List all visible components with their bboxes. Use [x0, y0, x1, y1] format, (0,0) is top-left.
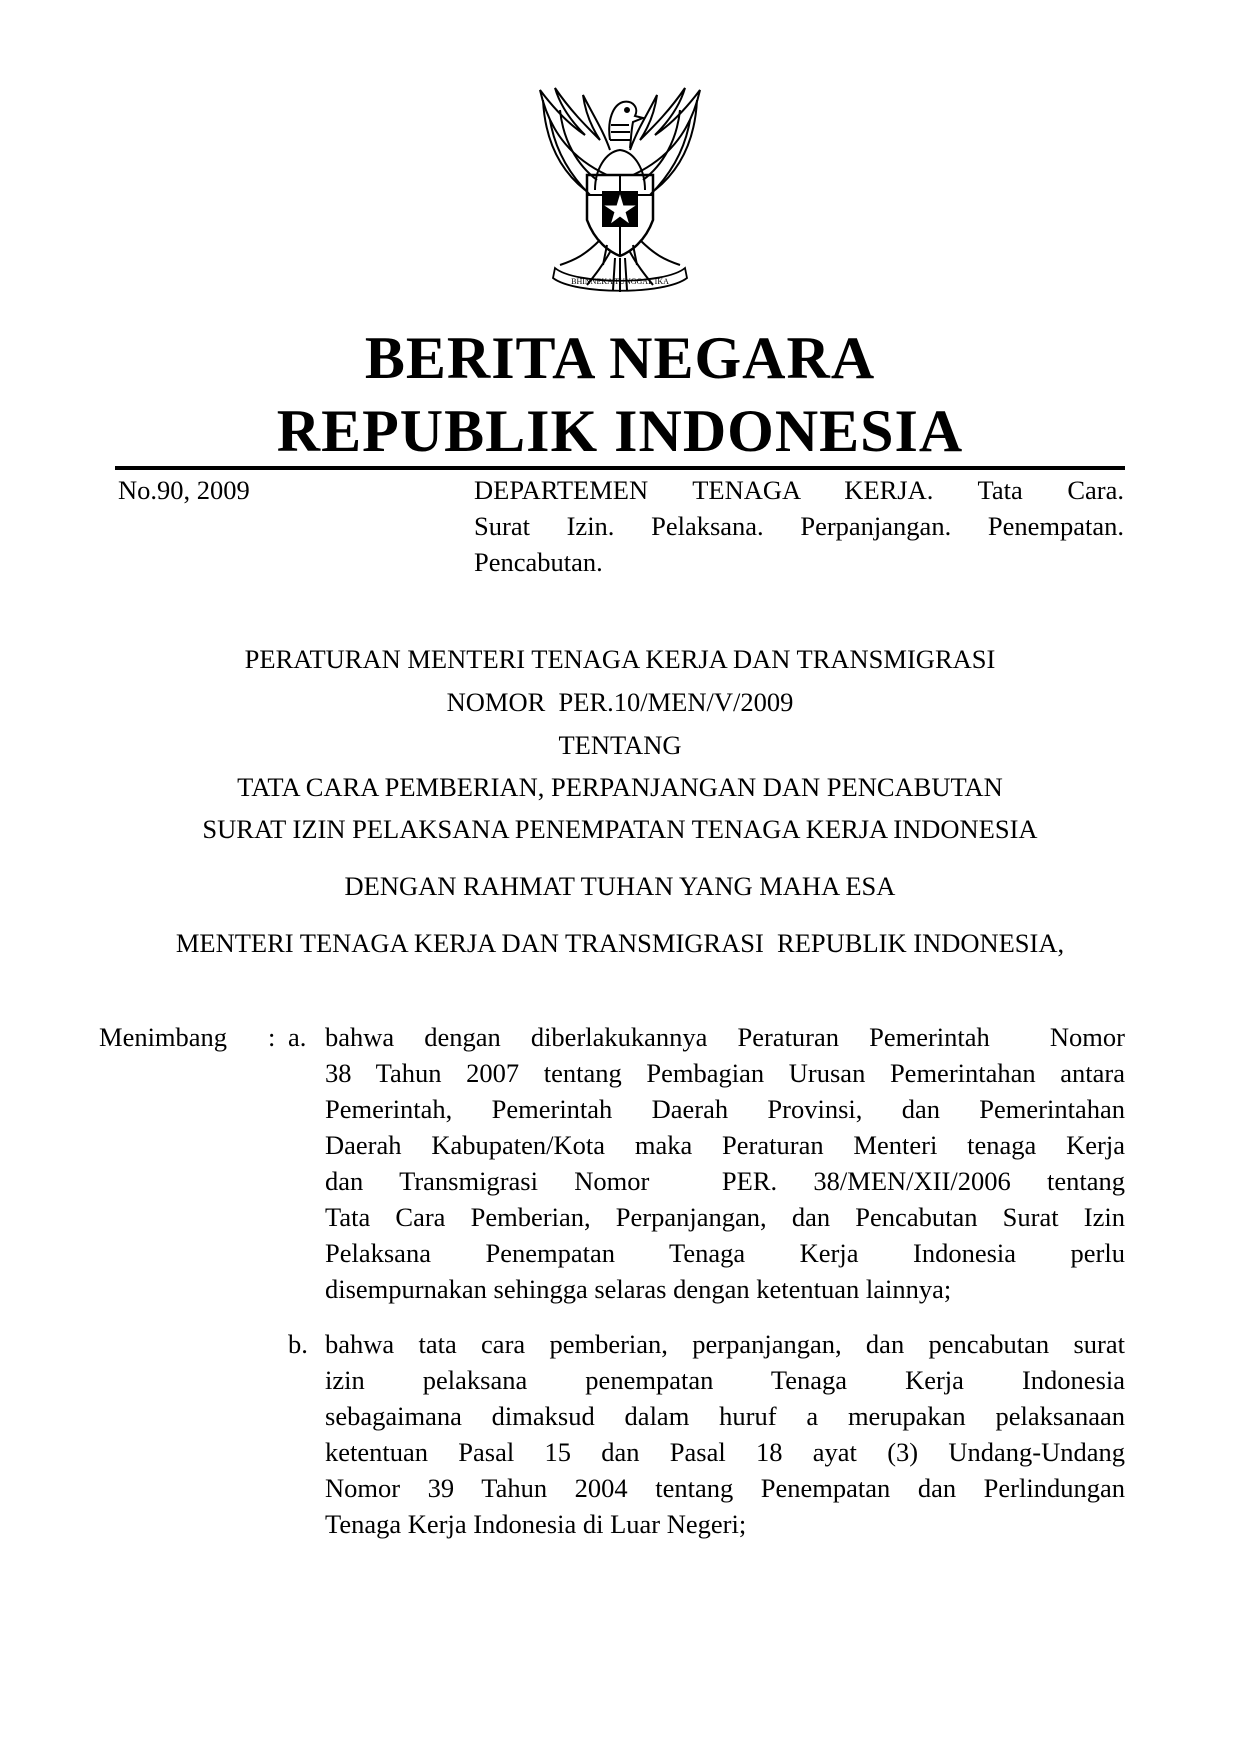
regulation-about: TENTANG — [558, 730, 682, 760]
description-line: Surat Izin. Pelaksana. Perpanjangan. Penempatan. — [474, 511, 1124, 541]
header-rule — [115, 466, 1125, 470]
paragraph-line: Tata Cara Pemberian, Perpanjangan, dan Pencabutan Surat Izin — [325, 1202, 1125, 1232]
paragraph-line: bahwa tata cara pemberian, perpanjangan, dan pencabutan surat — [325, 1329, 1125, 1359]
paragraph-line: Nomor 39 Tahun 2004 tentang Penempatan dan Perlindungan — [325, 1473, 1125, 1503]
item-marker-a: a. — [288, 1022, 307, 1052]
considering-item-b — [325, 1326, 1125, 1542]
regulation-authority: MENTERI TENAGA KERJA DAN TRANSMIGRASI REPUBLIK INDONESIA, — [175, 928, 1065, 958]
regulation-title: PERATURAN MENTERI TENAGA KERJA DAN TRANSMIGRASI — [244, 644, 996, 674]
paragraph-line: sebagaimana dimaksud dalam huruf a merupakan pelaksanaan — [325, 1401, 1125, 1431]
considering-item-a — [325, 1019, 1125, 1307]
regulation-subject-line2: SURAT IZIN PELAKSANA PENEMPATAN TENAGA KERJA INDONESIA — [202, 814, 1038, 844]
item-marker-b: b. — [288, 1329, 308, 1359]
paragraph-line: disempurnakan sehingga selaras dengan ketentuan lainnya; — [325, 1274, 952, 1304]
description-line: Pencabutan. — [474, 547, 603, 577]
paragraph-line: ketentuan Pasal 15 dan Pasal 18 ayat (3) Undang-Undang — [325, 1437, 1125, 1467]
description-line: DEPARTEMEN TENAGA KERJA. Tata Cara. — [474, 475, 1124, 505]
paragraph-line: Pemerintah, Pemerintah Daerah Provinsi, dan Pemerintahan — [325, 1094, 1125, 1124]
paragraph-line: 38 Tahun 2007 tentang Pembagian Urusan Pemerintahan antara — [325, 1058, 1125, 1088]
paragraph-line: bahwa dengan diberlakukannya Peraturan Pemerintah Nomor — [325, 1022, 1125, 1052]
gazette-title-line2: REPUBLIK INDONESIA — [276, 398, 964, 464]
garuda-emblem — [515, 80, 725, 300]
gazette-title-line1: BERITA NEGARA — [364, 325, 876, 391]
paragraph-line: Pelaksana Penempatan Tenaga Kerja Indonesia perlu — [325, 1238, 1125, 1268]
considering-label: Menimbang — [99, 1022, 228, 1052]
paragraph-line: Tenaga Kerja Indonesia di Luar Negeri; — [325, 1509, 747, 1539]
gazette-number: No.90, 2009 — [118, 475, 250, 505]
paragraph-line: Daerah Kabupaten/Kota maka Peraturan Menteri tenaga Kerja — [325, 1130, 1125, 1160]
regulation-number: NOMOR PER.10/MEN/V/2009 — [446, 687, 794, 717]
paragraph-line: dan Transmigrasi Nomor PER. 38/MEN/XII/2006 tentang — [325, 1166, 1125, 1196]
emblem-motto: BHINNEKA TUNGGAL IKA — [571, 277, 669, 286]
paragraph-line: izin pelaksana penempatan Tenaga Kerja Indonesia — [325, 1365, 1125, 1395]
regulation-subject-line1: TATA CARA PEMBERIAN, PERPANJANGAN DAN PENCABUTAN — [237, 772, 1003, 802]
considering-colon: : — [268, 1022, 276, 1052]
regulation-blessing: DENGAN RAHMAT TUHAN YANG MAHA ESA — [344, 871, 896, 901]
gazette-description — [474, 472, 1124, 580]
